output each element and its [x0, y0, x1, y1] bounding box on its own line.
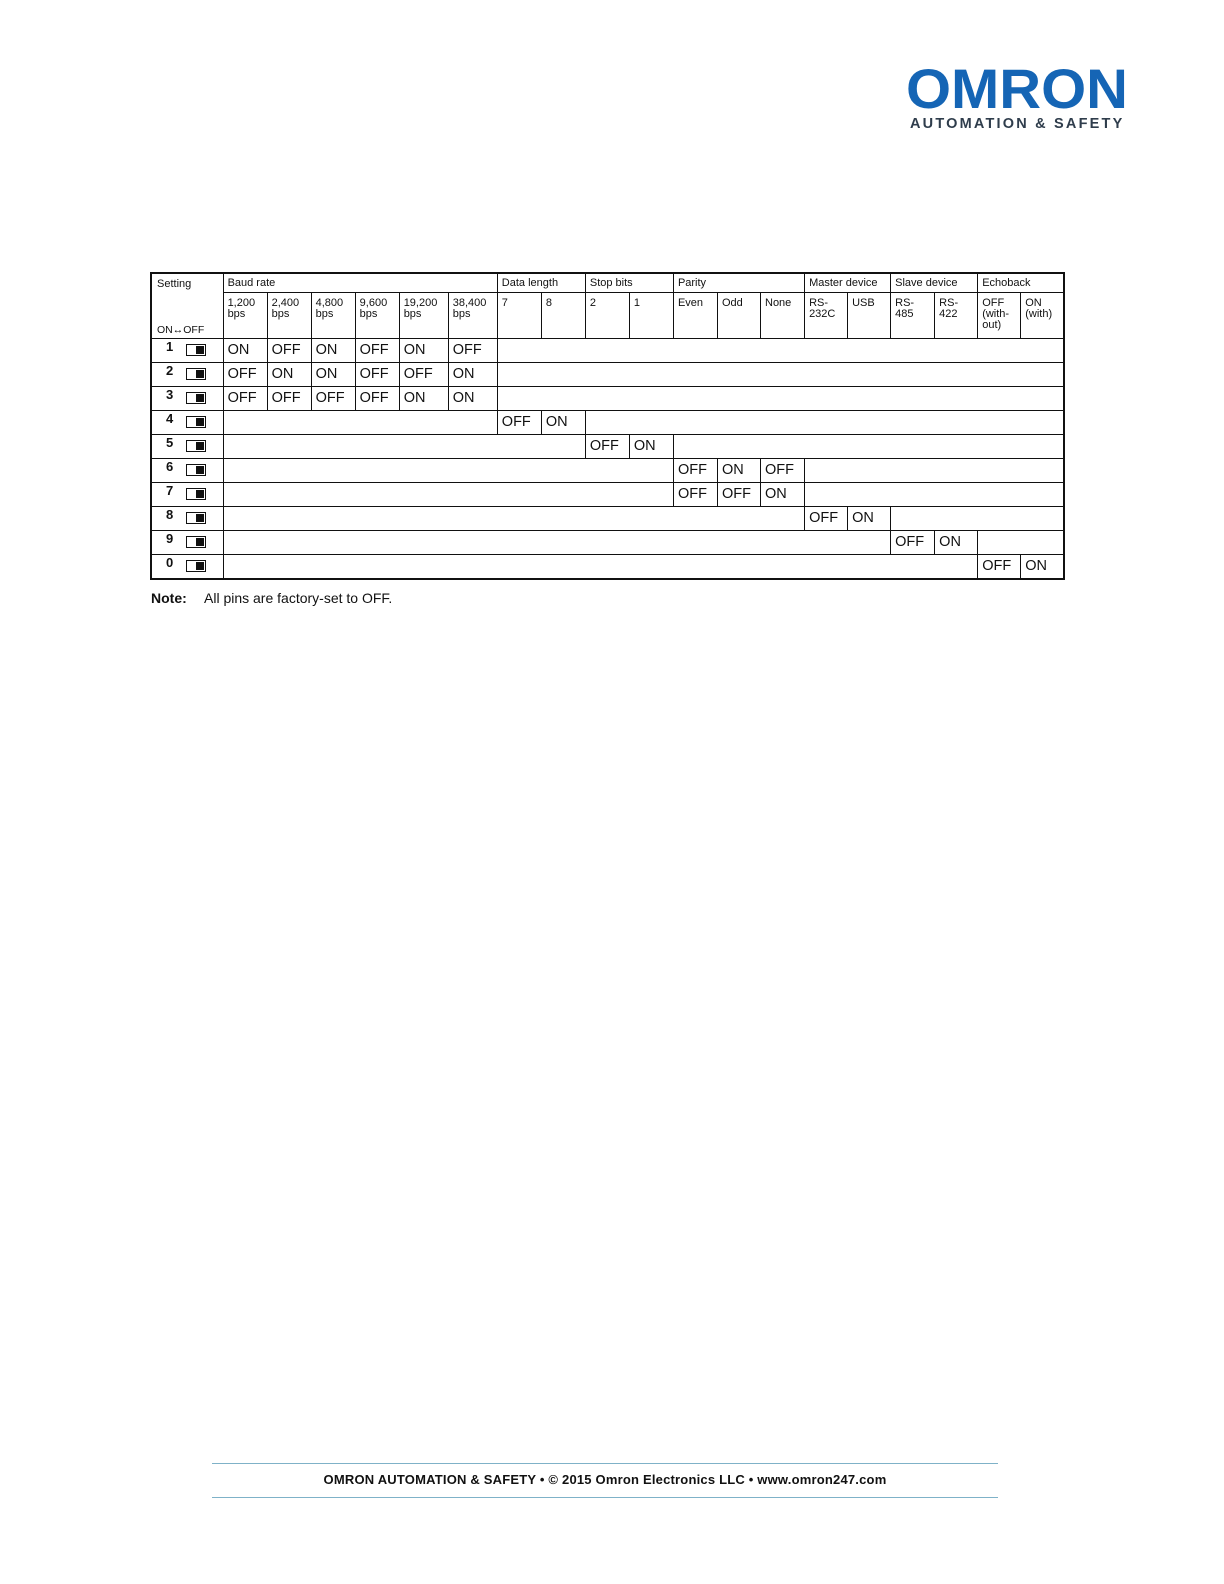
pin-cell [151, 411, 223, 435]
blank-cell [673, 435, 1064, 459]
subheader-slave-rs485: RS- 485 [891, 293, 935, 339]
subheader-parity-none: None [761, 293, 805, 339]
group-master-device: Master device [805, 273, 891, 293]
value-cell: ON [267, 363, 311, 387]
table-row [151, 459, 1064, 483]
value-cell: ON [311, 339, 355, 363]
footer-text: OMRON AUTOMATION & SAFETY • © 2015 Omron Electronics LLC • www.omron247.com [323, 1472, 887, 1487]
pin-number: 1 [166, 339, 174, 354]
subheader-38400bps: 38,400 bps [448, 293, 497, 339]
table-row [151, 555, 1064, 580]
value-cell: ON [629, 435, 673, 459]
value-cell: ON [1021, 555, 1064, 580]
logo-wordmark-text: OMRON [906, 64, 1128, 114]
dip-switch-settings-table [150, 272, 1065, 580]
blank-cell [805, 459, 1064, 483]
subheader-stop-2: 2 [585, 293, 629, 339]
value-cell: ON [399, 339, 448, 363]
blank-cell [223, 555, 978, 580]
blank-cell [497, 387, 1064, 411]
setting-label: Setting [157, 278, 192, 290]
dip-switch-icon [186, 416, 206, 428]
value-cell: OFF [267, 339, 311, 363]
value-cell: OFF [399, 363, 448, 387]
subheader-2400bps: 2,400 bps [267, 293, 311, 339]
value-cell: OFF [267, 387, 311, 411]
subheader-19200bps: 19,200 bps [399, 293, 448, 339]
pin-number: 4 [166, 411, 174, 426]
value-cell: OFF [585, 435, 629, 459]
subheader-master-rs232c: RS- 232C [805, 293, 848, 339]
dip-switch-icon [186, 464, 206, 476]
table-row [151, 339, 1064, 363]
subheader-4800bps: 4,800 bps [311, 293, 355, 339]
footer-divider-top [212, 1463, 998, 1464]
subheader-master-usb: USB [848, 293, 891, 339]
dip-switch-icon [186, 344, 206, 356]
value-cell: ON [311, 363, 355, 387]
dip-switch-icon [186, 560, 206, 572]
value-cell: OFF [761, 459, 805, 483]
pin-number: 7 [166, 483, 174, 498]
blank-cell [585, 411, 1064, 435]
value-cell: OFF [673, 459, 717, 483]
blank-cell [223, 435, 585, 459]
note-text: All pins are factory-set to OFF. [204, 590, 393, 606]
pin-number: 9 [166, 531, 174, 546]
blank-cell [223, 507, 805, 531]
value-cell: OFF [223, 363, 267, 387]
value-cell: OFF [311, 387, 355, 411]
subheader-parity-even: Even [673, 293, 717, 339]
group-data-length: Data length [497, 273, 585, 293]
value-cell: ON [761, 483, 805, 507]
table-row [151, 363, 1064, 387]
pin-cell [151, 363, 223, 387]
blank-cell [223, 459, 673, 483]
table-row [151, 531, 1064, 555]
pin-number: 5 [166, 435, 174, 450]
subheader-data-7: 7 [497, 293, 541, 339]
note-label: Note: [151, 590, 187, 606]
pin-cell [151, 435, 223, 459]
pin-cell [151, 531, 223, 555]
value-cell: ON [541, 411, 585, 435]
pin-cell [151, 555, 223, 580]
value-cell: OFF [223, 387, 267, 411]
blank-cell [497, 363, 1064, 387]
dip-switch-icon [186, 512, 206, 524]
value-cell: OFF [355, 363, 399, 387]
subheader-1200bps: 1,200 bps [223, 293, 267, 339]
value-cell: OFF [805, 507, 848, 531]
value-cell: ON [935, 531, 978, 555]
blank-cell [497, 339, 1064, 363]
group-stop-bits: Stop bits [585, 273, 673, 293]
dip-switch-icon [186, 488, 206, 500]
blank-cell [223, 411, 497, 435]
group-baud-rate: Baud rate [223, 273, 497, 293]
pin-number: 6 [166, 459, 174, 474]
value-cell: ON [448, 387, 497, 411]
dip-switch-icon [186, 440, 206, 452]
value-cell: OFF [978, 555, 1021, 580]
table-row [151, 507, 1064, 531]
group-slave-device: Slave device [891, 273, 978, 293]
footer-divider-bottom [212, 1497, 998, 1498]
subheader-echo-off: OFF (with- out) [978, 293, 1021, 339]
value-cell: OFF [673, 483, 717, 507]
pin-cell [151, 459, 223, 483]
group-parity: Parity [673, 273, 804, 293]
table-row [151, 411, 1064, 435]
pin-number: 2 [166, 363, 174, 378]
value-cell: ON [223, 339, 267, 363]
value-cell: OFF [355, 387, 399, 411]
factory-default-note [151, 590, 392, 606]
subheader-9600bps: 9,600 bps [355, 293, 399, 339]
group-header-row [151, 273, 1064, 293]
subheader-stop-1: 1 [629, 293, 673, 339]
pin-cell [151, 339, 223, 363]
blank-cell [805, 483, 1064, 507]
logo-tagline: AUTOMATION & SAFETY [910, 116, 1125, 132]
table-row [151, 387, 1064, 411]
table-row [151, 483, 1064, 507]
subheader-parity-odd: Odd [717, 293, 760, 339]
pin-number: 3 [166, 387, 174, 402]
subheader-slave-rs422: RS- 422 [935, 293, 978, 339]
on-off-label: ON↔OFF [157, 324, 205, 336]
omron-logo [906, 64, 1130, 132]
blank-cell [223, 483, 673, 507]
value-cell: OFF [497, 411, 541, 435]
subheader-row [151, 293, 1064, 339]
subheader-data-8: 8 [541, 293, 585, 339]
value-cell: ON [399, 387, 448, 411]
pin-cell [151, 387, 223, 411]
pin-cell [151, 507, 223, 531]
dip-switch-icon [186, 536, 206, 548]
value-cell: ON [717, 459, 760, 483]
omron-wordmark [906, 64, 1130, 114]
pin-cell [151, 483, 223, 507]
pin-number: 0 [166, 555, 174, 570]
blank-cell [223, 531, 891, 555]
group-echoback: Echoback [978, 273, 1064, 293]
value-cell: OFF [355, 339, 399, 363]
dip-switch-icon [186, 368, 206, 380]
setting-header [151, 273, 223, 339]
blank-cell [978, 531, 1064, 555]
blank-cell [891, 507, 1064, 531]
value-cell: ON [448, 363, 497, 387]
pin-number: 8 [166, 507, 174, 522]
dip-switch-icon [186, 392, 206, 404]
value-cell: OFF [717, 483, 760, 507]
value-cell: ON [848, 507, 891, 531]
value-cell: OFF [448, 339, 497, 363]
table-row [151, 435, 1064, 459]
subheader-echo-on: ON (with) [1021, 293, 1064, 339]
value-cell: OFF [891, 531, 935, 555]
